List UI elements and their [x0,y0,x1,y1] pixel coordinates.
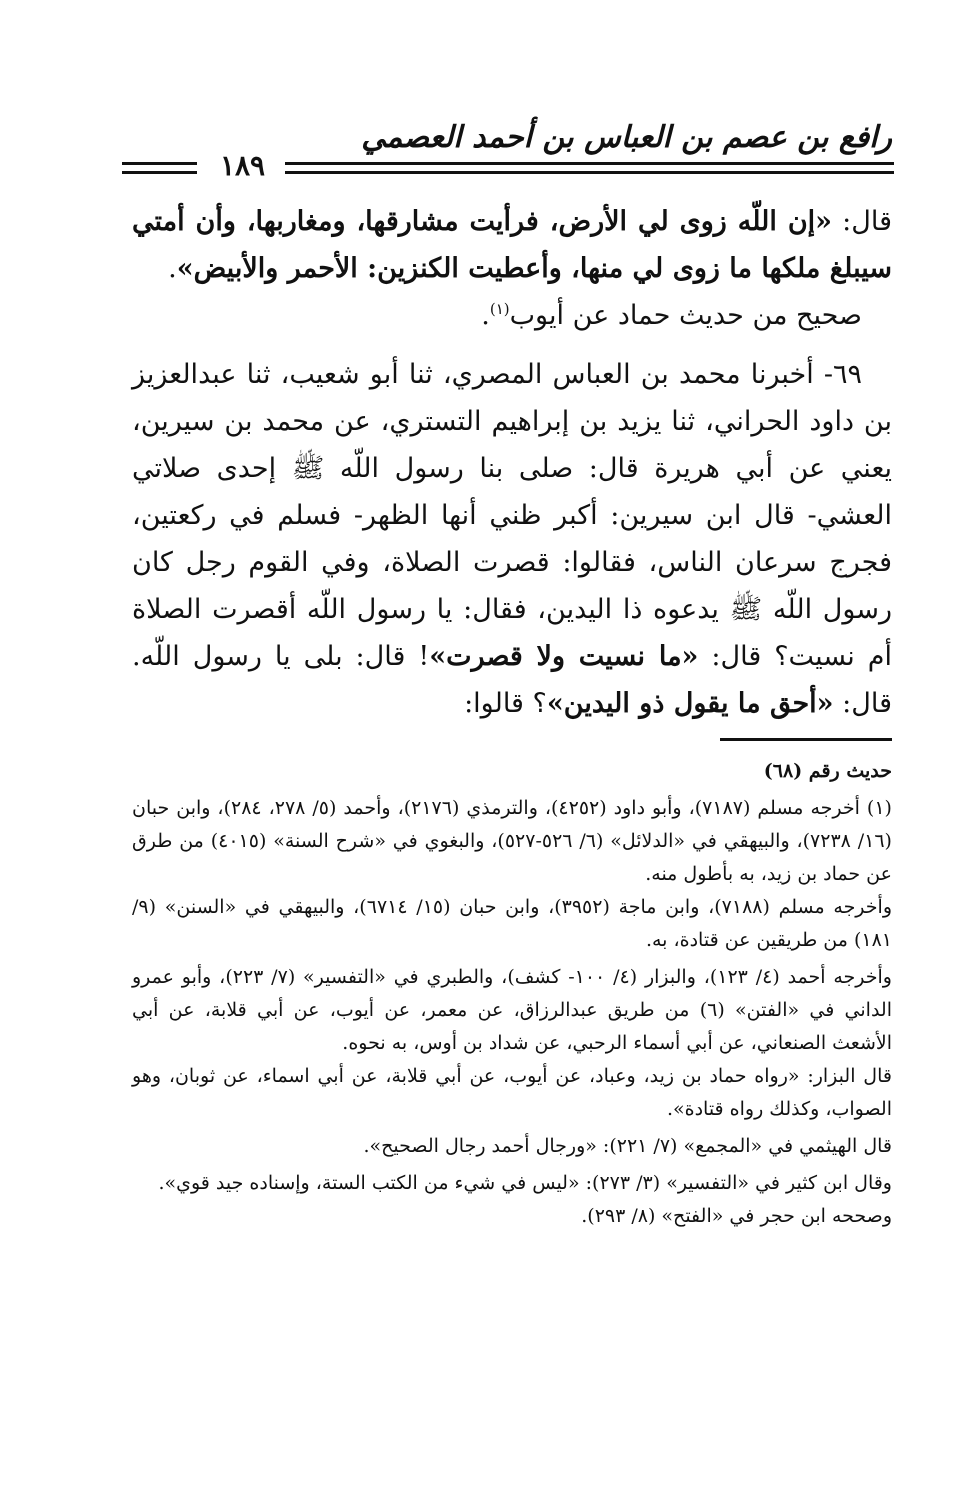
paragraph-hadith-69 [132,351,892,727]
footnote-item: وأخرجه أحمد (٤/ ١٢٣)، والبزار (٤/ ١٠٠- كشف)، والطبري في «التفسير» (٧/ ٢٢٣)، وأبو عمرو الداني في «الفتن» (٦) من طريق عبدالرزاق، عن معمر، عن أيوب، عن أبي قلابة، عن أبي الأشعث الصنعاني، عن أبي أسماء الرحبي، عن شداد بن أوس، به نحوه. [132,966,892,1054]
footnotes [132,755,892,1233]
hadith-text-bold: «ما نسيت ولا قصرت» [429,641,699,672]
footnote-item: وقال ابن كثير في «التفسير» (٣/ ٢٧٣): «ليس في شيء من الكتب الستة، وإسناده جيد قوي». [158,1172,892,1194]
text: صحيح من حديث حماد عن أيوب [509,300,862,331]
header-rule-short [122,162,197,174]
footnote-marker: (١) [489,300,510,318]
text: . [168,253,177,284]
hadith-text-bold: «إن اللّه زوى لي الأرض، فرأيت مشارقها، ومغاربها، وأن أمتي سيبلغ ملكها ما زوى لي منها، وأعطيت الكنزين: الأحمر والأبيض» [132,206,892,284]
header-rule-long [285,162,894,174]
hadith-text-bold: «أحق ما يقول ذو اليدين» [546,688,834,719]
footnote-item: وأخرجه مسلم (٧١٨٨)، وابن ماجة (٣٩٥٢)، وابن حبان (١٥/ ٦٧١٤)، والبيهقي في «السنن» (٩/ ١٨١) من طريقين عن قتادة، به. [132,896,892,951]
text: ؟ قالوا: [464,688,547,719]
text: ! قال: بلى يا رسول اللّه. قال: [132,641,892,719]
footnote-heading: حديث رقم (٦٨) [763,760,892,782]
text: . [481,300,490,331]
footnote-item: قال الهيثمي في «المجمع» (٧/ ٢٢١): «ورجال أحمد رجال الصحيح». [363,1135,892,1157]
paragraph-hadith-quote [132,198,892,292]
footnote-item: قال البزار: «رواه حماد بن زيد، وعباد، عن أيوب، عن أبي قلابة، عن أبي اسماء، عن ثوبان، وهو الصواب، وكذلك رواه قتادة». [132,1065,892,1120]
footnote-item: (١) أخرجه مسلم (٧١٨٧)، وأبو داود (٤٢٥٢)، والترمذي (٢١٧٦)، وأحمد (٥/ ٢٧٨، ٢٨٤)، وابن حبان (١٦/ ٧٢٣٨)، والبيهقي في «الدلائل» (٦/ ٥٢٦-٥٢٧)، والبغوي في «شرح السنة» (٤٠١٥) من طرق عن حماد بن زيد، به بأطول منه. [132,797,892,885]
footnote-separator [720,738,892,741]
text: ٦٩- أخبرنا محمد بن العباس المصري، ثنا أبو شعيب، ثنا عبدالعزيز بن داود الحراني، ثنا يزيد بن إبراهيم التستري، عن محمد بن سيرين، يعني عن أبي هريرة قال: صلى بنا رسول اللّه ﷺ إحدى صلاتي العشي- قال ابن سيرين: أكبر ظني أنها الظهر- فسلم في ركعتين، فجرج سرعان الناس، فقالوا: قصرت الصلاة، وفي القوم رجل كان رسول اللّه ﷺ يدعوه ذا اليدين، فقال: يا رسول اللّه أقصرت الصلاة أم نسيت؟ قال: [132,359,893,672]
text: قال: [832,206,892,237]
running-title: رافع بن عصم بن العباس بن أحمد العصمي [361,120,892,155]
main-text [132,198,892,727]
page-number: ١٨٩ [219,149,266,182]
paragraph-grading [132,292,892,339]
footnote-item: وصححه ابن حجر في «الفتح» (٨/ ٢٩٣). [581,1205,892,1227]
